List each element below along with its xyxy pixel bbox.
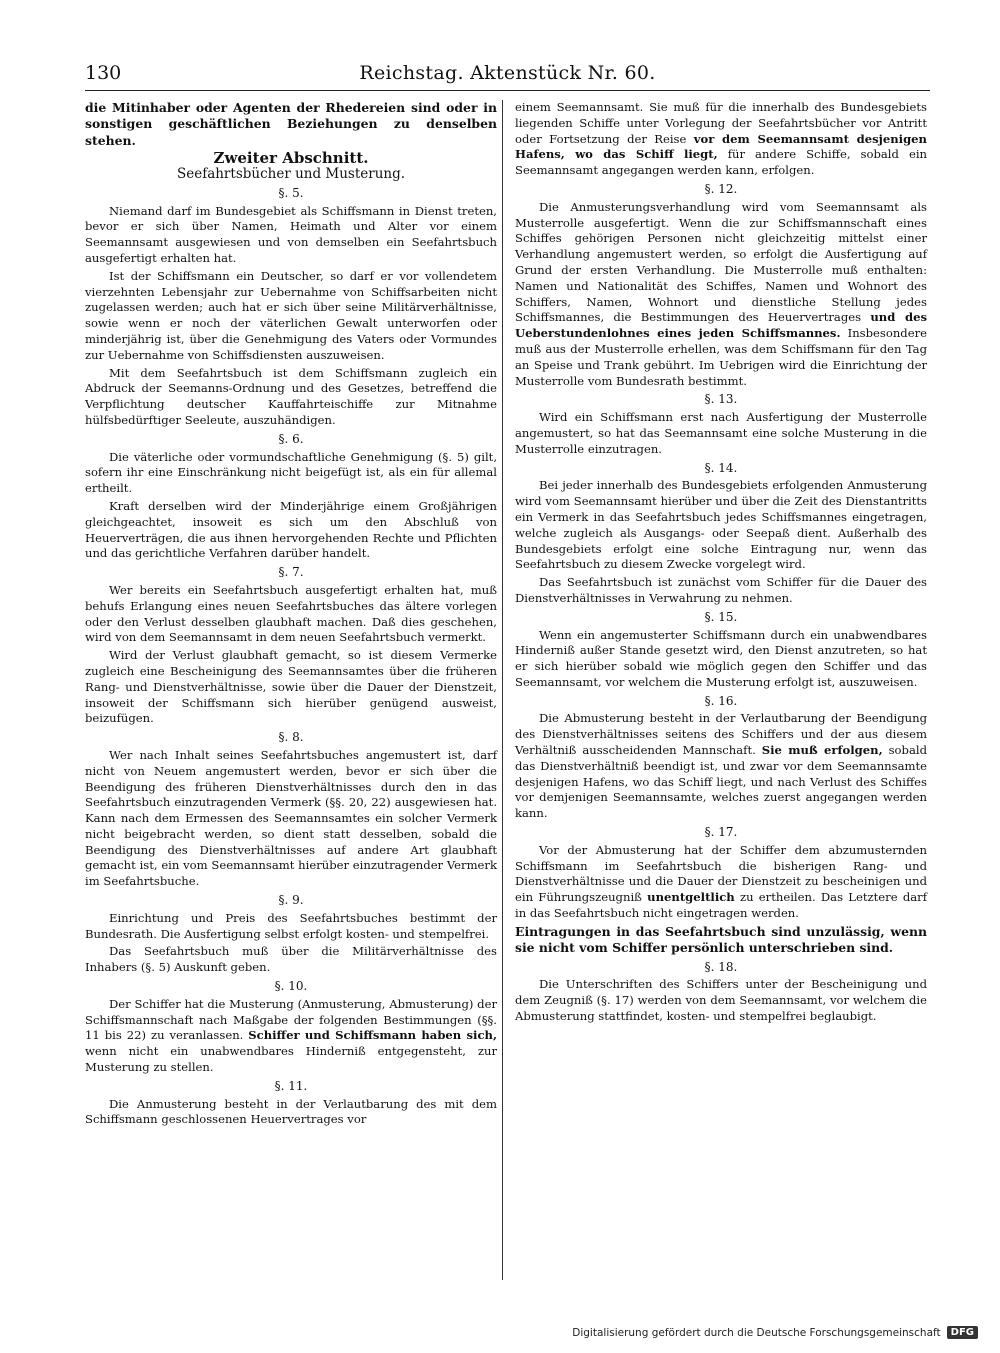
paragraph-number: §. 16. xyxy=(704,693,738,708)
paragraph-number: §. 5. xyxy=(278,185,304,200)
paragraph-text: Niemand darf im Bundesgebiet als Schiffsmann in Dienst treten, bevor er sich über Namen, Heimath und Alter vor einem Seemannsamt ausgewiesen und von demselben ein Seefahrtsbuch ausgefertigt erhalten hat. xyxy=(85,203,497,265)
page-number: 130 xyxy=(85,62,122,84)
paragraph-text: Wird der Verlust glaubhaft gemacht, so ist diesem Vermerke zugleich eine Bescheinigung des Seemannsamtes über die früheren Rang- und Dienstverhältnisse, sowie über die Dauer der Dienstzeit, insoweit der Schiffsmann sich hierüber genügend ausweist, beizufügen. xyxy=(85,648,497,726)
paragraph-number: §. 17. xyxy=(704,825,738,840)
paragraph-text xyxy=(85,997,497,1076)
paragraph-number: §. 13. xyxy=(704,392,738,407)
text-run: Die Anmusterungsverhandlung wird vom Seemannsamt als Musterrolle ausgefertigt. Wenn die zur Schiffsmannschaft eines Schiffes gehörigen Personen nicht gleichzeitig mittelst einer Verhandlung angemustert werden, so erfolgt die Ausfertigung auf Grund der ersten Verhandlung. Die Musterrolle muß enthalten: Namen und Nationalität des Schiffes, Namen und Wohnort des Schiffers, Namen, Wohnort und dienstliche Stellung jedes Schiffsmannes, die Bestimmungen des Heuervertrages xyxy=(515,199,927,325)
paragraph-text: Wenn ein angemusterter Schiffsmann durch ein unabwendbares Hinderniß außer Stande gesetzt wird, den Dienst anzutreten, so hat er sich hierüber sobald wie möglich gegen den Schiffer und das Seemannsamt, vor welchem die Musterung erfolgt ist, auszuweisen. xyxy=(515,627,927,689)
paragraph-text: Kraft derselben wird der Minderjährige einem Großjährigen gleichgeachtet, insoweit es sich um den Abschluß von Heuerverträgen, die aus ihnen hervorgehenden Rechte und Pflichten und das gerichtliche Verfahren darüber handelt. xyxy=(85,498,497,561)
paragraph-number: §. 8. xyxy=(278,730,304,745)
paragraph-number: §. 14. xyxy=(704,460,738,475)
text-run: einem Seemannsamt. Sie muß für die innerhalb des Bundesgebiets liegenden Schiffe unter Vorlegung der Seefahrtsbücher vor Antritt oder Fortsetzung der Reise xyxy=(515,100,927,146)
intro-bold-text: die Mitinhaber oder Agenten der Rhedereien sind oder in sonstigen geschäftlichen Beziehungen zu denselben stehen. xyxy=(85,100,497,148)
paragraph-text xyxy=(515,200,927,390)
paragraph-text: Wird ein Schiffsmann erst nach Ausfertigung der Musterrolle angemustert, so hat das Seemannsamt eine solche Musterung in die Musterrolle einzutragen. xyxy=(515,410,927,456)
section-subheading: Seefahrtsbücher und Musterung. xyxy=(176,166,406,183)
running-title: Reichstag. Aktenstück Nr. 60. xyxy=(359,62,656,84)
left-column xyxy=(85,100,497,1130)
bold-text-run: Schiffer und Schiffsmann haben sich, xyxy=(248,1028,497,1043)
text-run: für andere Schiffe, sobald ein Seemannsamt angegangen werden kann, erfolgen. xyxy=(515,147,927,178)
paragraph-number: §. 10. xyxy=(274,979,308,994)
text-run: Insbesondere muß aus der Musterrolle erhellen, was dem Schiffsmann für den Tag an Speise und Trank gebührt. Im Uebrigen wird die Einrichtung der Musterrolle vom Bundesrath bestimmt. xyxy=(515,326,927,388)
bold-text-run: unentgeltlich xyxy=(647,890,735,905)
paragraph-text: Bei jeder innerhalb des Bundesgebiets erfolgenden Anmusterung wird vom Seemannsamt hierüber und über die Zeit des Dienstantritts ein Vermerk in das Seefahrtsbuch jedes Schiffsmannes eingetragen, welche zugleich als Ausgangs- oder Seepaß dient. Außerhalb des Bundesgebiets erfolgt eine solche Eintragung nur, wenn das Seefahrtsbuch zu diesem Zwecke vorgelegt wird. xyxy=(515,478,927,572)
paragraph-number: §. 6. xyxy=(278,431,304,446)
paragraph-number: §. 15. xyxy=(704,609,738,624)
paragraph-text: Mit dem Seefahrtsbuch ist dem Schiffsmann zugleich ein Abdruck der Seemanns-Ordnung und des Gesetzes, betreffend die Verpflichtung deutscher Kauffahrteischiffe zur Mitnahme hülfsbedürftiger Seeleute, auszuhändigen. xyxy=(85,365,497,427)
paragraph-number: §. 11. xyxy=(274,1078,308,1093)
bold-text-run: Sie muß erfolgen, xyxy=(761,743,883,758)
paragraph-text: Ist der Schiffsmann ein Deutscher, so darf er vor vollendetem vierzehnten Lebensjahr zur Uebernahme von Schiffsarbeiten nicht zugelassen werden; auch hat er sich über seine Militärverhältnisse, sowie wenn er noch der väterlichen Gewalt unterworfen oder minderjährig ist, über die Genehmigung des Vaters oder Vormundes zur Uebernahme von Schiffsdiensten auszuweisen. xyxy=(85,268,497,362)
text-run: Der Schiffer hat die Musterung (Anmusterung, Abmusterung) der Schiffsmannschaft nach Maßgabe der folgenden Bestimmungen (§§. 11 bis 22) zu veranlassen. xyxy=(85,996,497,1043)
paragraph-text: Einrichtung und Preis des Seefahrtsbuches bestimmt der Bundesrath. Die Ausfertigung selbst erfolgt kosten- und stempelfrei. xyxy=(85,910,497,941)
paragraph-text: Wer bereits ein Seefahrtsbuch ausgefertigt erhalten hat, muß behufs Erlangung eines neuen Seefahrtsbuches das ältere vorlegen oder den Verlust desselben glaubhaft machen. Daß dies geschehen, wird von dem Seemannsamt in dem neuen Seefahrtsbuch vermerkt. xyxy=(85,582,497,645)
paragraph-number: §. 18. xyxy=(704,959,738,974)
page-header xyxy=(85,60,930,91)
paragraph-text xyxy=(515,100,927,179)
bold-paragraph-text: Eintragungen in das Seefahrtsbuch sind unzulässig, wenn sie nicht vom Schiffer persönlich unterschrieben sind. xyxy=(515,923,927,956)
text-run: sobald das Dienstverhältniß beendigt ist, und zwar vor dem Seemannsamte desjenigen Hafens, wo das Schiff liegt, und nach Verlust des Schiffes vor demjenigen Seemannsamte, welches zuerst angegangen werden kann. xyxy=(515,743,927,821)
paragraph-text xyxy=(515,843,927,922)
text-run: Die Abmusterung besteht in der Verlautbarung der Beendigung des Dienstverhältnisses seitens des Schiffers und der aus diesem Verhältniß ausscheidenden Mannschaft. xyxy=(515,711,927,758)
dfg-logo: DFG xyxy=(947,1326,978,1339)
paragraph-text: Wer nach Inhalt seines Seefahrtsbuches angemustert ist, darf nicht von Neuem angemustert werden, bevor er sich über die Beendigung des früheren Dienstverhältnisses durch den in das Seefahrtsbuch einzutragenden Vermerk (§§. 20, 22) ausgewiesen hat. Kann nach dem Ermessen des Seemannsamtes ein solcher Vermerk nicht beigebracht werden, so dient statt desselben, sobald die Beendigung des Dienstverhältnisses auf andere Art glaubhaft gemacht ist, ein vom Seemannsamt hierüber einzutragender Vermerk im Seefahrtsbuche. xyxy=(85,747,497,889)
bold-text-run: und des Ueberstundenlohnes eines jeden Schiffsmannes. xyxy=(515,310,928,341)
bold-text-run: vor dem Seemannsamt desjenigen Hafens, wo das Schiff liegt, xyxy=(515,131,927,162)
footer-credit xyxy=(572,1326,978,1339)
column-divider xyxy=(502,100,503,1280)
paragraph-number: §. 9. xyxy=(278,893,304,908)
paragraph-text: Das Seefahrtsbuch ist zunächst vom Schiffer für die Dauer des Dienstverhältnisses in Verwahrung zu nehmen. xyxy=(515,575,927,605)
paragraph-text: Die Anmusterung besteht in der Verlautbarung des mit dem Schiffsmann geschlossenen Heuervertrages vor xyxy=(85,1096,497,1127)
text-run: Vor der Abmusterung hat der Schiffer dem abzumusternden Schiffsmann im Seefahrtsbuch die bisherigen Rang- und Dienstverhältnisse und die Dauer der Dienstzeit zu bescheinigen und ein Führungszeugniß xyxy=(515,842,927,905)
credit-text: Digitalisierung gefördert durch die Deutsche Forschungsgemeinschaft xyxy=(572,1326,941,1339)
paragraph-text: Die väterliche oder vormundschaftliche Genehmigung (§. 5) gilt, sofern ihr eine Einschränkung nicht beigefügt ist, als ein für allemal ertheilt. xyxy=(85,449,497,496)
paragraph-number: §. 7. xyxy=(278,565,304,580)
section-heading: Zweiter Abschnitt. xyxy=(213,149,369,168)
paragraph-text: Das Seefahrtsbuch muß über die Militärverhältnisse des Inhabers (§. 5) Auskunft geben. xyxy=(85,944,497,975)
text-run: wenn nicht ein unabwendbares Hinderniß entgegensteht, zur Musterung zu stellen. xyxy=(85,1044,497,1075)
paragraph-number: §. 12. xyxy=(704,181,738,196)
text-run: zu ertheilen. Das Letztere darf in das Seefahrtsbuch nicht eingetragen werden. xyxy=(515,890,927,921)
paragraph-text: Die Unterschriften des Schiffers unter der Bescheinigung und dem Zeugniß (§. 17) werden von dem Seemannsamt, vor welchem die Abmusterung stattfindet, kosten- und stempelfrei beglaubigt. xyxy=(515,977,927,1024)
right-column xyxy=(515,100,927,1027)
paragraph-text xyxy=(515,711,927,822)
